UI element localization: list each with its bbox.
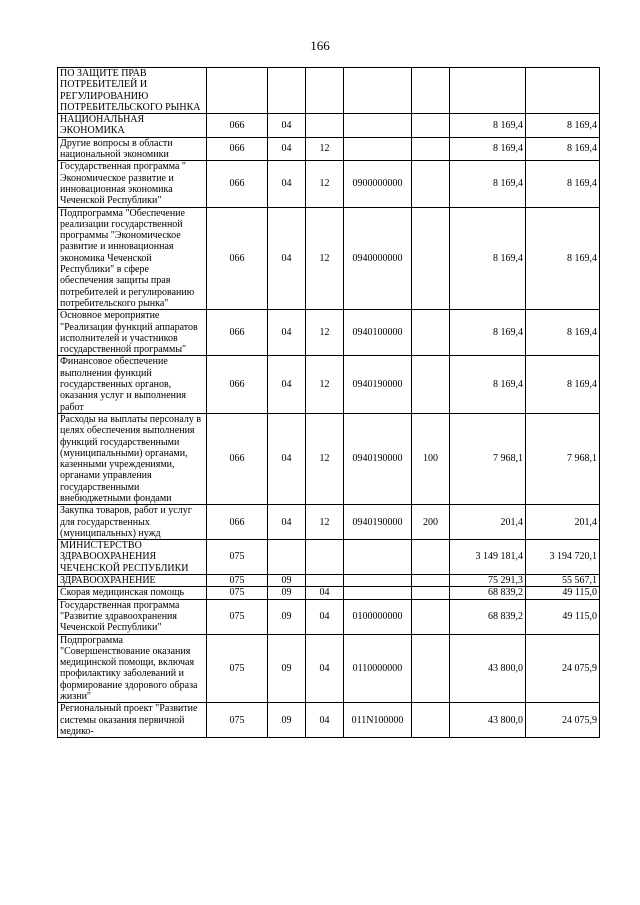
- amount-year1-cell: 3 149 181,4: [450, 540, 526, 575]
- ministry-code-cell: 075: [207, 634, 268, 703]
- table-row: [58, 68, 600, 114]
- subsection-code-cell: [306, 114, 344, 138]
- amount-year1-cell: 43 800,0: [450, 634, 526, 703]
- row-name-cell: Государственная программа " Экономическое развитие и инновационная экономика Чеченской Республики": [58, 161, 207, 207]
- subsection-code-cell: 12: [306, 207, 344, 310]
- ministry-code-cell: 075: [207, 703, 268, 738]
- section-code-cell: 04: [268, 161, 306, 207]
- row-name-cell: НАЦИОНАЛЬНАЯ ЭКОНОМИКА: [58, 114, 207, 138]
- ministry-code-cell: 066: [207, 356, 268, 413]
- amount-year2-cell: 24 075,9: [526, 634, 600, 703]
- expense-type-cell: [412, 310, 450, 356]
- subsection-code-cell: 12: [306, 137, 344, 161]
- table-row: [58, 137, 600, 161]
- table-row: [58, 575, 600, 587]
- target-article-cell: 0940190000: [344, 505, 412, 540]
- subsection-code-cell: 04: [306, 634, 344, 703]
- amount-year2-cell: 49 115,0: [526, 587, 600, 599]
- ministry-code-cell: 075: [207, 599, 268, 634]
- row-name-cell: ПО ЗАЩИТЕ ПРАВ ПОТРЕБИТЕЛЕЙ И РЕГУЛИРОВАНИЮ ПОТРЕБИТЕЛЬСКОГО РЫНКА: [58, 68, 207, 114]
- table-row: [58, 207, 600, 310]
- section-code-cell: 09: [268, 575, 306, 587]
- row-name-cell: Подпрограмма "Обеспечение реализации государственной программы "Экономическое развитие и инновационная экономика Чеченской Республики" в сфере обеспечения защиты прав потребителей и регулированию потребительского рынка": [58, 207, 207, 310]
- target-article-cell: [344, 114, 412, 138]
- target-article-cell: [344, 587, 412, 599]
- table-row: [58, 114, 600, 138]
- table-row: [58, 703, 600, 738]
- amount-year2-cell: 55 567,1: [526, 575, 600, 587]
- budget-table: [57, 67, 600, 738]
- target-article-cell: 0110000000: [344, 634, 412, 703]
- expense-type-cell: 200: [412, 505, 450, 540]
- expense-type-cell: [412, 114, 450, 138]
- row-name-cell: Государственная программа "Развитие здравоохранения Чеченской Республики": [58, 599, 207, 634]
- amount-year2-cell: [526, 68, 600, 114]
- target-article-cell: 0940190000: [344, 413, 412, 504]
- subsection-code-cell: 04: [306, 703, 344, 738]
- row-name-cell: Основное мероприятие "Реализация функций аппаратов исполнителей и участников государственной программы": [58, 310, 207, 356]
- amount-year1-cell: 68 839,2: [450, 587, 526, 599]
- row-name-cell: МИНИСТЕРСТВО ЗДРАВООХРАНЕНИЯ ЧЕЧЕНСКОЙ РЕСПУБЛИКИ: [58, 540, 207, 575]
- section-code-cell: 04: [268, 137, 306, 161]
- expense-type-cell: [412, 137, 450, 161]
- expense-type-cell: [412, 587, 450, 599]
- amount-year2-cell: 24 075,9: [526, 703, 600, 738]
- ministry-code-cell: 066: [207, 161, 268, 207]
- target-article-cell: 0100000000: [344, 599, 412, 634]
- amount-year1-cell: 201,4: [450, 505, 526, 540]
- target-article-cell: 0940100000: [344, 310, 412, 356]
- section-code-cell: 04: [268, 505, 306, 540]
- table-row: [58, 540, 600, 575]
- amount-year1-cell: 8 169,4: [450, 114, 526, 138]
- amount-year2-cell: 8 169,4: [526, 207, 600, 310]
- target-article-cell: [344, 540, 412, 575]
- row-name-cell: Закупка товаров, работ и услуг для государственных (муниципальных) нужд: [58, 505, 207, 540]
- section-code-cell: 04: [268, 207, 306, 310]
- expense-type-cell: [412, 599, 450, 634]
- amount-year1-cell: 75 291,3: [450, 575, 526, 587]
- table-row: [58, 413, 600, 504]
- section-code-cell: [268, 540, 306, 575]
- subsection-code-cell: 12: [306, 310, 344, 356]
- target-article-cell: [344, 575, 412, 587]
- amount-year2-cell: 8 169,4: [526, 310, 600, 356]
- amount-year2-cell: 49 115,0: [526, 599, 600, 634]
- table-row: [58, 599, 600, 634]
- amount-year2-cell: 8 169,4: [526, 114, 600, 138]
- row-name-cell: Региональный проект "Развитие системы оказания первичной медико-: [58, 703, 207, 738]
- section-code-cell: 04: [268, 413, 306, 504]
- section-code-cell: [268, 68, 306, 114]
- ministry-code-cell: 066: [207, 413, 268, 504]
- section-code-cell: 09: [268, 634, 306, 703]
- subsection-code-cell: 04: [306, 587, 344, 599]
- ministry-code-cell: 066: [207, 505, 268, 540]
- subsection-code-cell: 12: [306, 413, 344, 504]
- budget-table-body: [58, 68, 600, 738]
- amount-year1-cell: 68 839,2: [450, 599, 526, 634]
- row-name-cell: Другие вопросы в области национальной экономики: [58, 137, 207, 161]
- target-article-cell: 0940000000: [344, 207, 412, 310]
- table-row: [58, 310, 600, 356]
- expense-type-cell: [412, 207, 450, 310]
- expense-type-cell: [412, 356, 450, 413]
- row-name-cell: Скорая медицинская помощь: [58, 587, 207, 599]
- target-article-cell: [344, 68, 412, 114]
- ministry-code-cell: 066: [207, 207, 268, 310]
- row-name-cell: Финансовое обеспечение выполнения функций государственных органов, оказания услуг и выполнения работ: [58, 356, 207, 413]
- table-row: [58, 356, 600, 413]
- expense-type-cell: [412, 540, 450, 575]
- table-row: [58, 587, 600, 599]
- section-code-cell: 09: [268, 599, 306, 634]
- ministry-code-cell: 075: [207, 540, 268, 575]
- table-row: [58, 161, 600, 207]
- expense-type-cell: [412, 634, 450, 703]
- amount-year2-cell: 8 169,4: [526, 356, 600, 413]
- ministry-code-cell: 066: [207, 114, 268, 138]
- target-article-cell: 0900000000: [344, 161, 412, 207]
- ministry-code-cell: 066: [207, 310, 268, 356]
- amount-year1-cell: [450, 68, 526, 114]
- subsection-code-cell: [306, 68, 344, 114]
- expense-type-cell: [412, 68, 450, 114]
- section-code-cell: 09: [268, 587, 306, 599]
- section-code-cell: 09: [268, 703, 306, 738]
- ministry-code-cell: [207, 68, 268, 114]
- amount-year2-cell: 201,4: [526, 505, 600, 540]
- subsection-code-cell: 12: [306, 505, 344, 540]
- expense-type-cell: [412, 703, 450, 738]
- subsection-code-cell: 12: [306, 161, 344, 207]
- amount-year2-cell: 7 968,1: [526, 413, 600, 504]
- target-article-cell: 011N100000: [344, 703, 412, 738]
- amount-year1-cell: 8 169,4: [450, 137, 526, 161]
- subsection-code-cell: [306, 575, 344, 587]
- amount-year1-cell: 8 169,4: [450, 356, 526, 413]
- subsection-code-cell: [306, 540, 344, 575]
- row-name-cell: Подпрограмма "Совершенствование оказания медицинской помощи, включая профилактику заболеваний и формирование здорового образа жизни": [58, 634, 207, 703]
- amount-year1-cell: 43 800,0: [450, 703, 526, 738]
- subsection-code-cell: 12: [306, 356, 344, 413]
- target-article-cell: [344, 137, 412, 161]
- section-code-cell: 04: [268, 114, 306, 138]
- amount-year1-cell: 8 169,4: [450, 207, 526, 310]
- amount-year1-cell: 7 968,1: [450, 413, 526, 504]
- section-code-cell: 04: [268, 356, 306, 413]
- amount-year1-cell: 8 169,4: [450, 161, 526, 207]
- row-name-cell: Расходы на выплаты персоналу в целях обеспечения выполнения функций государственными (муниципальными) органами, казенными учреждениями, органами управления государственными внебюджетными фондами: [58, 413, 207, 504]
- table-row: [58, 505, 600, 540]
- amount-year2-cell: 8 169,4: [526, 137, 600, 161]
- table-row: [58, 634, 600, 703]
- section-code-cell: 04: [268, 310, 306, 356]
- ministry-code-cell: 075: [207, 575, 268, 587]
- subsection-code-cell: 04: [306, 599, 344, 634]
- amount-year1-cell: 8 169,4: [450, 310, 526, 356]
- expense-type-cell: [412, 161, 450, 207]
- amount-year2-cell: 8 169,4: [526, 161, 600, 207]
- amount-year2-cell: 3 194 720,1: [526, 540, 600, 575]
- ministry-code-cell: 066: [207, 137, 268, 161]
- target-article-cell: 0940190000: [344, 356, 412, 413]
- expense-type-cell: 100: [412, 413, 450, 504]
- row-name-cell: ЗДРАВООХРАНЕНИЕ: [58, 575, 207, 587]
- page-number: 166: [310, 38, 330, 53]
- ministry-code-cell: 075: [207, 587, 268, 599]
- expense-type-cell: [412, 575, 450, 587]
